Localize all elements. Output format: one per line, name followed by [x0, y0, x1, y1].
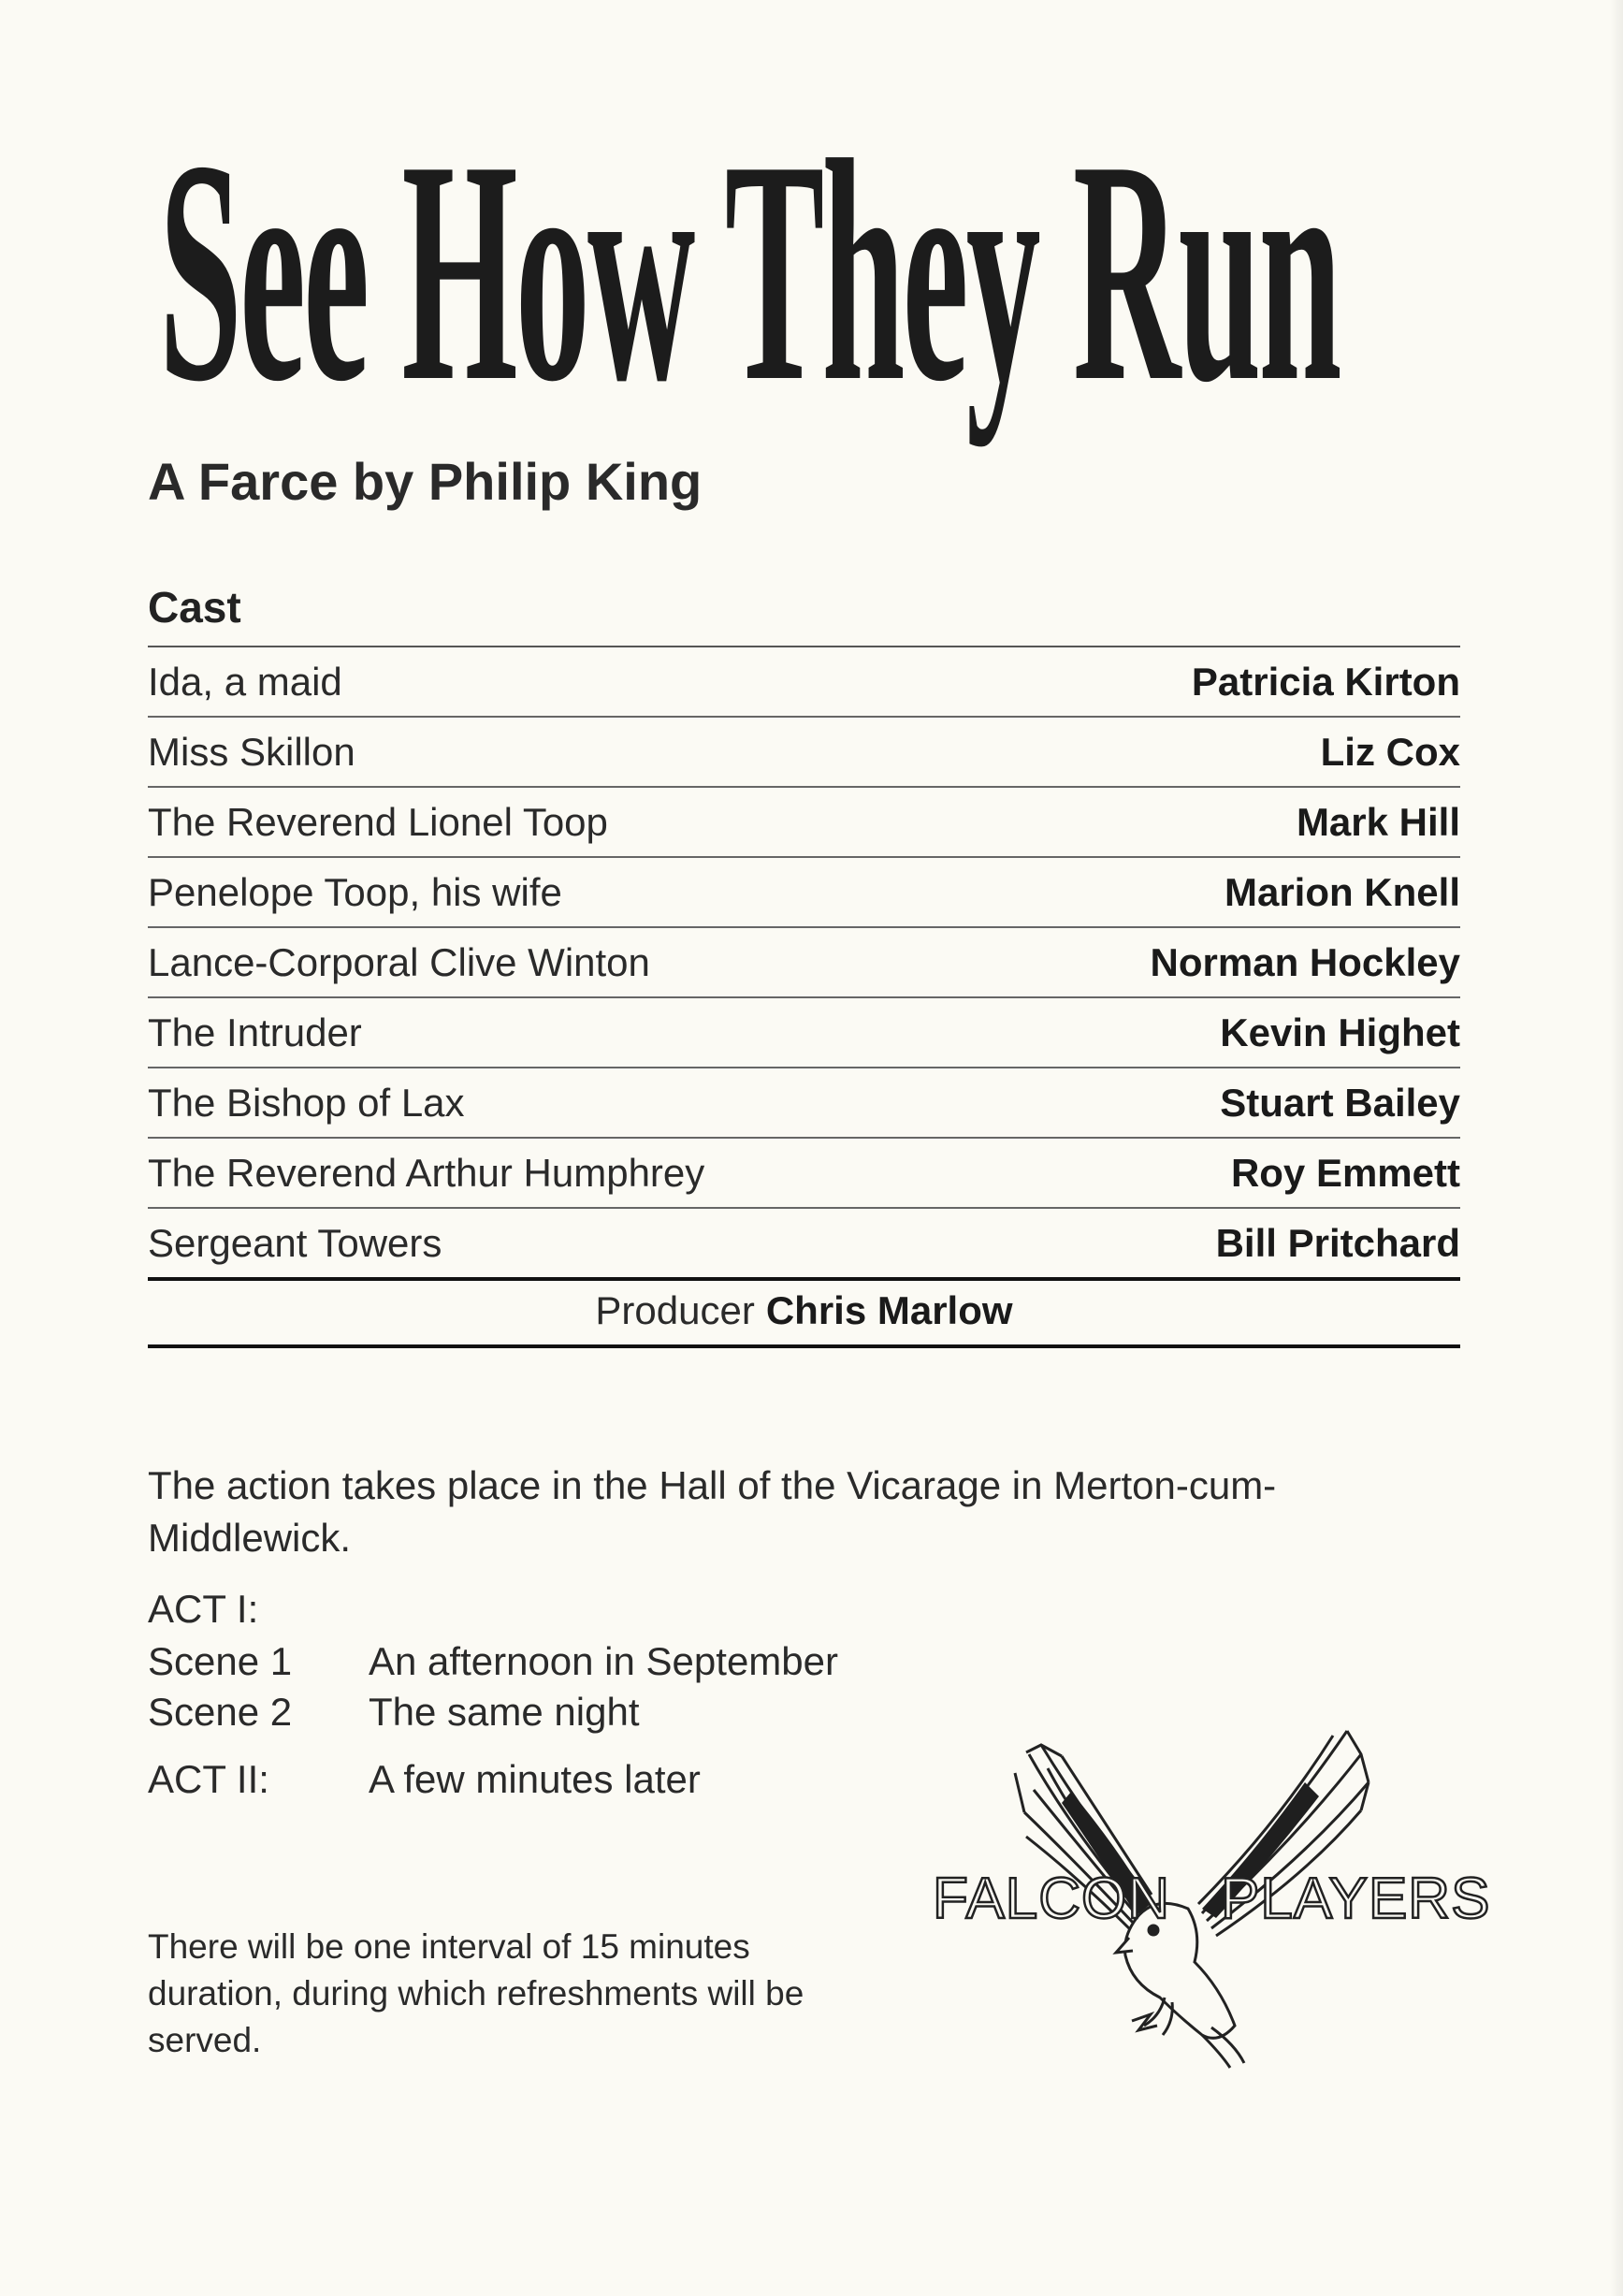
page-subtitle: A Farce by Philip King [148, 452, 703, 511]
page-edge-shadow [1610, 0, 1623, 2296]
cast-actor: Liz Cox [1320, 729, 1460, 774]
cast-role: Miss Skillon [148, 729, 355, 774]
logo-right-word: PLAYERS [1221, 1867, 1491, 1931]
cast-role: The Reverend Lionel Toop [148, 799, 608, 844]
falcon-players-logo [921, 1717, 1491, 2072]
table-row [148, 647, 1460, 718]
table-row [148, 718, 1460, 788]
table-row [148, 788, 1460, 858]
act-2-label: ACT II: [148, 1757, 269, 1801]
cast-table [148, 646, 1460, 1281]
producer-credit [148, 1276, 1460, 1348]
cast-role: Penelope Toop, his wife [148, 869, 562, 914]
act-1-label: ACT I: [148, 1587, 259, 1631]
table-row [148, 858, 1460, 928]
interval-note: There will be one interval of 15 minutes duration, during which refreshments will be served. [148, 1927, 804, 2059]
cast-role: The Bishop of Lax [148, 1080, 465, 1125]
falcon-icon [921, 1717, 1491, 2072]
table-row [148, 998, 1460, 1068]
cast-role: The Reverend Arthur Humphrey [148, 1150, 705, 1195]
producer-name: Chris Marlow [765, 1287, 1013, 1332]
table-row [148, 928, 1460, 998]
cast-actor: Roy Emmett [1230, 1150, 1460, 1195]
scene-2-label: Scene 2 [148, 1690, 293, 1734]
cast-actor: Bill Pritchard [1215, 1220, 1460, 1265]
scene-1-label: Scene 1 [148, 1639, 293, 1683]
cast-actor: Patricia Kirton [1191, 659, 1460, 704]
cast-role: Ida, a maid [148, 659, 342, 704]
table-row [148, 1139, 1460, 1209]
cast-role: The Intruder [148, 1010, 362, 1054]
table-row [148, 1068, 1460, 1139]
setting-description: The action takes place in the Hall of the Vicarage in Merton-cum-Middlewick. [148, 1463, 1277, 1560]
cast-actor: Marion Knell [1224, 869, 1460, 914]
act-2-description: A few minutes later [369, 1757, 701, 1801]
cast-actor: Norman Hockley [1150, 939, 1460, 984]
cast-actor: Stuart Bailey [1220, 1080, 1460, 1125]
cast-heading: Cast [148, 583, 241, 632]
cast-role: Lance-Corporal Clive Winton [148, 939, 650, 984]
cast-actor: Kevin Highet [1220, 1010, 1460, 1054]
table-row [148, 1209, 1460, 1281]
producer-label: Producer [595, 1287, 755, 1332]
logo-left-word: FALCON [933, 1867, 1171, 1931]
scene-1-description: An afternoon in September [369, 1639, 838, 1683]
cast-role: Sergeant Towers [148, 1220, 442, 1265]
scene-2-description: The same night [369, 1690, 640, 1734]
cast-actor: Mark Hill [1296, 799, 1460, 844]
page-title: See How They Run [159, 94, 1340, 447]
